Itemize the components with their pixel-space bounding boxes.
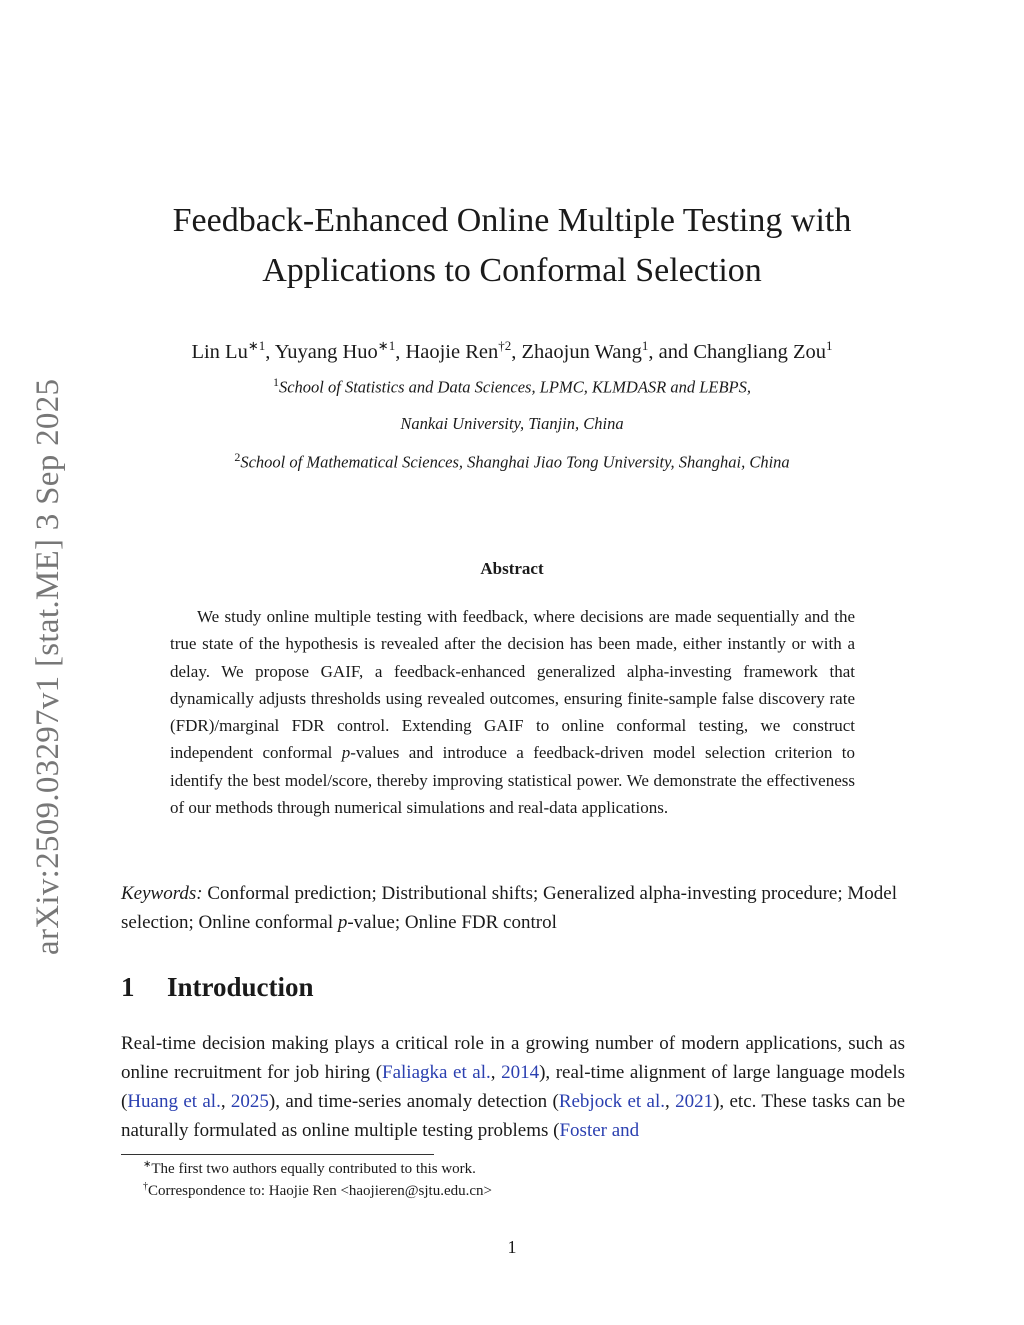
footnote-mark: ∗ (143, 1159, 152, 1170)
author-mark: 1 (641, 338, 649, 353)
affiliation-mark: 2 (234, 450, 241, 464)
author-mark: 1 (826, 338, 833, 353)
keywords (121, 879, 906, 937)
section-number: 1 (121, 972, 135, 1002)
intro-text: ), etc. These tasks can be naturally formulated as online multiple testing problems ( (121, 1091, 906, 1141)
p-symbol: p (341, 743, 351, 763)
keywords-part-1: Conformal prediction; Distributional shifts; Generalized alpha-investing procedure; Model selection; Online conformal (121, 883, 897, 933)
citation-link[interactable]: Foster and (559, 1120, 640, 1141)
citation-link[interactable]: Rebjock et al. (558, 1091, 665, 1112)
arxiv-stamp: arXiv:2509.03297v1 [stat.ME] 3 Sep 2025 (30, 378, 66, 955)
footnote-divider (121, 1154, 434, 1155)
keywords-part-2: -value; Online FDR control (347, 912, 557, 933)
p-symbol: p (337, 912, 348, 933)
title-line-1: Feedback-Enhanced Online Multiple Testing with (172, 202, 852, 239)
affiliation-mark: 1 (272, 375, 279, 389)
footnote-text: Correspondence to: Haojie Ren <haojieren@sjtu.edu.cn> (148, 1183, 492, 1199)
abstract-part-1: We study online multiple testing with feedback, where decisions are made sequentially and the true state of the hypothesis is revealed after the decision has been made, either instantly or with a delay. We propose GAIF, a feedback-enhanced generalized alpha-investing framework that dynamically adjusts thresholds using revealed outcomes, ensuring finite-sample false discovery rate (FDR)/marginal FDR control. Extending GAIF to online conformal testing, we construct independent conformal (170, 607, 855, 763)
intro-text: Real-time decision making plays a critical role in a growing number of modern applications, such as online recruitment for job hiring ( (121, 1033, 905, 1083)
keywords-label: Keywords: (121, 883, 203, 904)
section-heading (121, 972, 314, 1003)
citation-separator: , (490, 1062, 502, 1083)
affiliation-1 (100, 375, 924, 398)
intro-text: ), and time-series anomaly detection ( (268, 1091, 559, 1112)
paper-title (100, 196, 924, 296)
author-name: Changliang Zou (693, 340, 827, 363)
author-separator: , (511, 340, 522, 363)
citation-separator: , (664, 1091, 676, 1112)
author-name: Zhaojun Wang (521, 340, 642, 363)
introduction-paragraph (121, 1029, 905, 1145)
abstract-text (170, 603, 855, 821)
citation-year-link[interactable]: 2025 (230, 1091, 269, 1112)
author-mark: †2 (498, 338, 512, 353)
abstract-part-2: -values and introduce a feedback-driven model selection criterion to identify the best model/score, thereby improving statistical power. We demonstrate the effectiveness of our methods through numerical simulations and real-data applications. (170, 743, 855, 818)
title-line-2: Applications to Conformal Selection (262, 252, 762, 289)
author-separator: , and (648, 340, 694, 363)
citation-link[interactable]: Huang et al. (127, 1091, 221, 1112)
author-name: Lin Lu (191, 340, 248, 363)
footnote-mark: † (143, 1181, 148, 1192)
author-list (100, 338, 924, 364)
author-name: Yuyang Huo (274, 340, 378, 363)
author-name: Haojie Ren (405, 340, 499, 363)
citation-year-link[interactable]: 2021 (675, 1091, 714, 1112)
author-mark: ∗1 (247, 338, 266, 353)
author-separator: , (265, 340, 275, 363)
citation-separator: , (220, 1091, 231, 1112)
footnote-1 (143, 1159, 476, 1178)
footnote-2 (143, 1181, 492, 1200)
affiliation-2 (100, 450, 924, 473)
intro-text: ), real-time alignment of large language models ( (121, 1062, 905, 1112)
section-title: Introduction (167, 972, 314, 1002)
author-mark: ∗1 (377, 338, 396, 353)
page-number: 1 (507, 1237, 517, 1257)
footnote-text: The first two authors equally contributed to this work. (151, 1161, 476, 1177)
affiliation-text: School of Mathematical Sciences, Shanghai Jiao Tong University, Shanghai, China (240, 452, 790, 472)
affiliation-text: School of Statistics and Data Sciences, LPMC, KLMDASR and LEBPS, (278, 377, 752, 397)
author-separator: , (395, 340, 406, 363)
citation-year-link[interactable]: 2014 (501, 1062, 540, 1083)
citation-link[interactable]: Faliagka et al. (382, 1062, 491, 1083)
abstract-heading: Abstract (480, 559, 544, 578)
affiliation-1-line-2: Nankai University, Tianjin, China (400, 414, 624, 433)
